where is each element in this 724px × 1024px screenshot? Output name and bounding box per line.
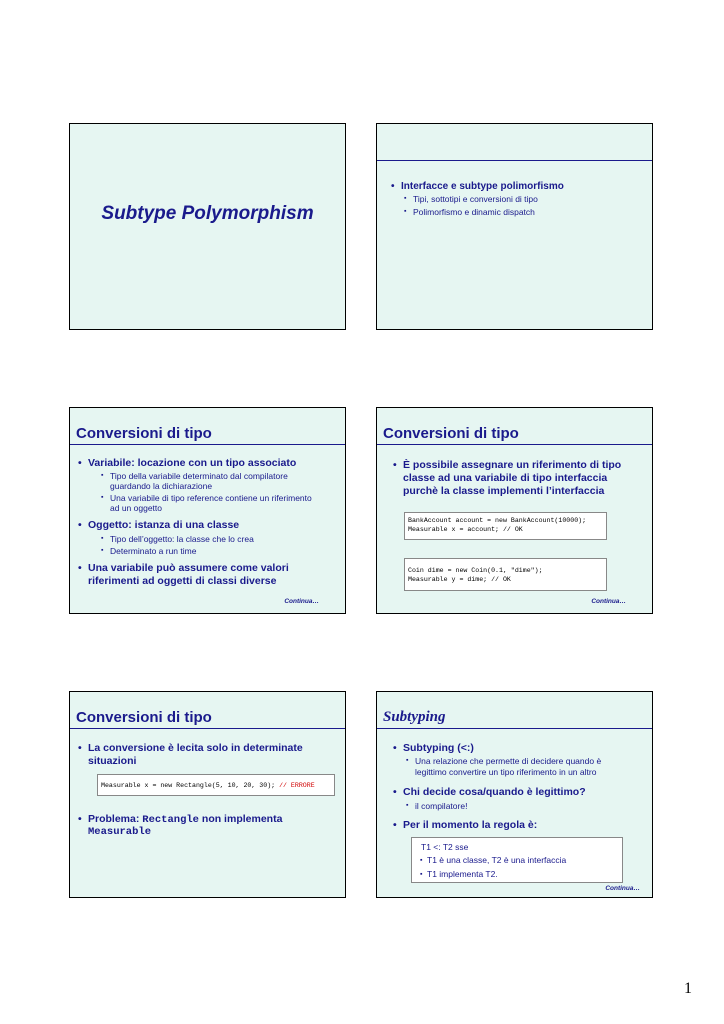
sub-bullet: ▪ Tipo dell’oggetto: la classe che lo crea (101, 534, 254, 544)
code-block: Coin dime = new Coin(0.1, "dime"); Measurable y = dime; // OK (404, 558, 607, 591)
title-rule (70, 444, 345, 445)
outline-item: • Interfacce e subtype polimorfismo (391, 181, 564, 192)
bullet-item: • Variabile: locazione con un tipo associato (78, 457, 297, 469)
bullet-item: • Subtyping (<:) (393, 742, 474, 754)
bullet-item: • Per il momento la regola è: (393, 819, 538, 831)
bullet-item-cont: purchè la classe implementi l’interfaccia (403, 485, 605, 497)
slide-title (69, 123, 346, 330)
slide-title: Conversioni di tipo (383, 425, 519, 442)
bullet-item: • È possibile assegnare un riferimento di tipo (393, 459, 622, 471)
bullet-item-cont: situazioni (88, 755, 137, 767)
slide-title: Conversioni di tipo (76, 425, 212, 442)
title-rule (377, 728, 652, 729)
rule-box-item: ▪ T1 implementa T2. (420, 869, 498, 879)
slide-conversioni-2 (376, 407, 653, 614)
rule-box-item: ▪ T1 è una classe, T2 è una interfaccia (420, 855, 567, 865)
rule-box (411, 837, 623, 883)
slide-conversioni-3 (69, 691, 346, 898)
outline-subitem: ▪ Polimorfismo e dinamic dispatch (404, 207, 535, 217)
bullet-item: • Chi decide cosa/quando è legittimo? (393, 786, 586, 798)
slide-subtyping (376, 691, 653, 898)
bullet-item: • Una variabile può assumere come valori (78, 562, 289, 574)
outline-subitem: ▪ Tipi, sottotipi e conversioni di tipo (404, 194, 538, 204)
slide-conversioni-1 (69, 407, 346, 614)
sub-bullet: ▪ Determinato a run time (101, 546, 197, 556)
bullet-item: • La conversione è lecita solo in determinate (78, 742, 303, 754)
title-rule (377, 444, 652, 445)
bullet-item-cont: classe ad una variabile di tipo interfaccia (403, 472, 608, 484)
sub-bullet: ▪ Una variabile di tipo reference contiene un riferimento (101, 493, 312, 503)
title-rule (70, 728, 345, 729)
sub-bullet-cont: ad un oggetto (110, 503, 162, 513)
bullet-item: • Oggetto: istanza di una classe (78, 519, 240, 531)
continua-label: Continua… (591, 598, 626, 605)
slide-outline (376, 123, 653, 330)
rule-box-head: T1 <: T2 sse (421, 842, 469, 852)
continua-label: Continua… (605, 885, 640, 892)
sub-bullet: ▪ il compilatore! (406, 801, 468, 811)
slide-title: Conversioni di tipo (76, 709, 212, 726)
page-number: 1 (684, 980, 692, 997)
sub-bullet-cont: legittimo convertire un tipo riferimento in un altro (415, 767, 597, 777)
sub-bullet: ▪ Una relazione che permette di decidere quando è (406, 756, 602, 766)
bullet-item: • Problema: Rectangle non implementa (78, 813, 283, 826)
continua-label: Continua… (284, 598, 319, 605)
sub-bullet: ▪ Tipo della variabile determinato dal compilatore (101, 471, 288, 481)
code-block: Measurable x = new Rectangle(5, 10, 20, 30); // ERRORE (97, 774, 335, 796)
sub-bullet-cont: guardando la dichiarazione (110, 481, 213, 491)
bullet-item-cont: Measurable (88, 826, 152, 838)
slide-title: Subtyping (383, 709, 446, 725)
bullet-item-cont: riferimenti ad oggetti di classi diverse (88, 575, 277, 587)
slide-main-title: Subtype Polymorphism (101, 203, 314, 224)
code-block: BankAccount account = new BankAccount(10000); Measurable x = account; // OK (404, 512, 607, 540)
title-rule (377, 160, 652, 161)
